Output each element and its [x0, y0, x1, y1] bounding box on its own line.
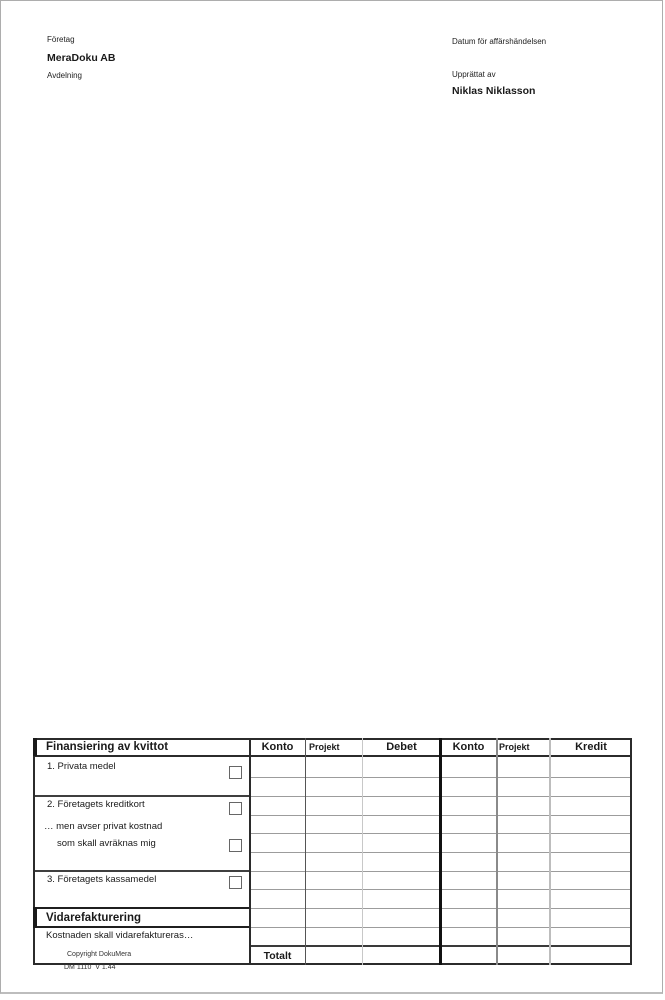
department-label: Avdelning: [47, 71, 82, 80]
grid-line-vertical: [33, 738, 37, 756]
amount-cell-r10c4[interactable]: [441, 927, 496, 946]
item-company-cash-label: 3. Företagets kassamedel: [47, 874, 157, 885]
amount-cell-r11c5[interactable]: [496, 946, 550, 965]
amount-cell-r9c6[interactable]: [550, 908, 632, 927]
copyright-text: Copyright DokuMera: [67, 951, 132, 958]
company-label: Företag: [47, 35, 75, 44]
amount-cell-r1c6[interactable]: [550, 755, 632, 777]
amount-cell-r10c2[interactable]: [305, 927, 362, 946]
prepared-by-name: Niklas Niklasson: [452, 85, 536, 97]
total-label: Totalt: [263, 949, 292, 962]
checkbox-company-cash[interactable]: [229, 876, 242, 889]
financing-table: [33, 738, 632, 965]
amount-cell-r8c1[interactable]: [250, 889, 305, 908]
amount-cell-r6c1[interactable]: [250, 852, 305, 871]
amount-cell-r5c4[interactable]: [441, 833, 496, 852]
amount-cell-r6c4[interactable]: [441, 852, 496, 871]
col-credit-projekt: Projekt: [499, 741, 530, 752]
amount-cell-r7c4[interactable]: [441, 871, 496, 889]
amount-cell-r3c6[interactable]: [550, 796, 632, 815]
amount-cell-r8c3[interactable]: [362, 889, 441, 908]
amount-cell-r1c1[interactable]: [250, 755, 305, 777]
amount-cell-r5c6[interactable]: [550, 833, 632, 852]
amount-cell-r2c6[interactable]: [550, 777, 632, 796]
amount-cell-r7c2[interactable]: [305, 871, 362, 889]
doc-code: DM 1110 V 1.44: [64, 964, 116, 971]
amount-cell-r11c6[interactable]: [550, 946, 632, 965]
col-kredit: Kredit: [575, 740, 607, 753]
amount-cell-r8c5[interactable]: [496, 889, 550, 908]
amount-cell-r10c6[interactable]: [550, 927, 632, 946]
amount-cell-r5c2[interactable]: [305, 833, 362, 852]
col-debet: Debet: [386, 740, 417, 753]
amount-cell-r8c6[interactable]: [550, 889, 632, 908]
date-label: Datum för affärshändelsen: [452, 37, 547, 46]
grid-line-horizontal: [33, 870, 250, 872]
checkbox-company-card[interactable]: [229, 802, 242, 815]
amount-cell-r9c1[interactable]: [250, 908, 305, 927]
amount-cell-r3c5[interactable]: [496, 796, 550, 815]
amount-cell-r5c5[interactable]: [496, 833, 550, 852]
checkbox-deduct-me[interactable]: [229, 839, 242, 852]
col-debit-konto: Konto: [261, 740, 294, 753]
col-credit-konto: Konto: [452, 740, 485, 753]
amount-cell-r11c2[interactable]: [305, 946, 362, 965]
rebilling-text: Kostnaden skall vidarefaktureras…: [46, 930, 194, 941]
grid-line-horizontal: [33, 738, 632, 740]
amount-cell-r10c5[interactable]: [496, 927, 550, 946]
amount-cell-r6c2[interactable]: [305, 852, 362, 871]
rebilling-title: Vidarefakturering: [46, 911, 142, 924]
amount-cell-r9c4[interactable]: [441, 908, 496, 927]
amount-cell-r4c5[interactable]: [496, 815, 550, 833]
amount-cell-r3c3[interactable]: [362, 796, 441, 815]
amount-cell-r9c5[interactable]: [496, 908, 550, 927]
amount-cell-r2c4[interactable]: [441, 777, 496, 796]
checkbox-private-funds[interactable]: [229, 766, 242, 779]
amount-cell-r2c5[interactable]: [496, 777, 550, 796]
amount-cell-r6c3[interactable]: [362, 852, 441, 871]
amount-cell-r7c3[interactable]: [362, 871, 441, 889]
amount-cell-r6c5[interactable]: [496, 852, 550, 871]
financing-title: Finansiering av kvittot: [46, 740, 169, 753]
amount-cell-r11c4[interactable]: [441, 946, 496, 965]
col-debit-projekt: Projekt: [309, 741, 340, 752]
grid-line-vertical: [33, 907, 37, 928]
amount-cell-r10c3[interactable]: [362, 927, 441, 946]
company-name: MeraDoku AB: [47, 52, 116, 64]
amount-cell-r1c4[interactable]: [441, 755, 496, 777]
amount-cell-r9c2[interactable]: [305, 908, 362, 927]
amount-cell-r3c4[interactable]: [441, 796, 496, 815]
amount-cell-r8c4[interactable]: [441, 889, 496, 908]
grid-line-vertical: [33, 738, 35, 965]
amount-cell-r2c2[interactable]: [305, 777, 362, 796]
grid-line-horizontal: [33, 926, 250, 928]
amount-cell-r11c3[interactable]: [362, 946, 441, 965]
amount-cell-r2c1[interactable]: [250, 777, 305, 796]
amount-cell-r2c3[interactable]: [362, 777, 441, 796]
amount-cell-r7c6[interactable]: [550, 871, 632, 889]
amount-cell-r3c1[interactable]: [250, 796, 305, 815]
item-private-cost-note: … men avser privat kostnad: [44, 821, 163, 832]
amount-cell-r1c5[interactable]: [496, 755, 550, 777]
amount-cell-r7c5[interactable]: [496, 871, 550, 889]
amount-cell-r8c2[interactable]: [305, 889, 362, 908]
amount-cell-r4c2[interactable]: [305, 815, 362, 833]
amount-cell-r6c6[interactable]: [550, 852, 632, 871]
amount-cell-r1c2[interactable]: [305, 755, 362, 777]
amount-cell-r9c3[interactable]: [362, 908, 441, 927]
amount-cell-r4c4[interactable]: [441, 815, 496, 833]
amount-cell-r4c1[interactable]: [250, 815, 305, 833]
amount-cell-r10c1[interactable]: [250, 927, 305, 946]
grid-line-horizontal: [33, 795, 250, 797]
item-deduct-me-label: som skall avräknas mig: [57, 838, 156, 849]
grid-line-horizontal: [33, 907, 250, 909]
amount-cell-r5c1[interactable]: [250, 833, 305, 852]
amount-cell-r4c3[interactable]: [362, 815, 441, 833]
item-private-funds-label: 1. Privata medel: [47, 761, 116, 772]
amount-cell-r11c1[interactable]: [250, 946, 305, 965]
prepared-by-label: Upprättat av: [452, 70, 496, 79]
amount-cell-r4c6[interactable]: [550, 815, 632, 833]
item-company-card-label: 2. Företagets kreditkort: [47, 799, 145, 810]
amount-cell-r3c2[interactable]: [305, 796, 362, 815]
amount-cell-r1c3[interactable]: [362, 755, 441, 777]
amount-cell-r7c1[interactable]: [250, 871, 305, 889]
amount-cell-r5c3[interactable]: [362, 833, 441, 852]
